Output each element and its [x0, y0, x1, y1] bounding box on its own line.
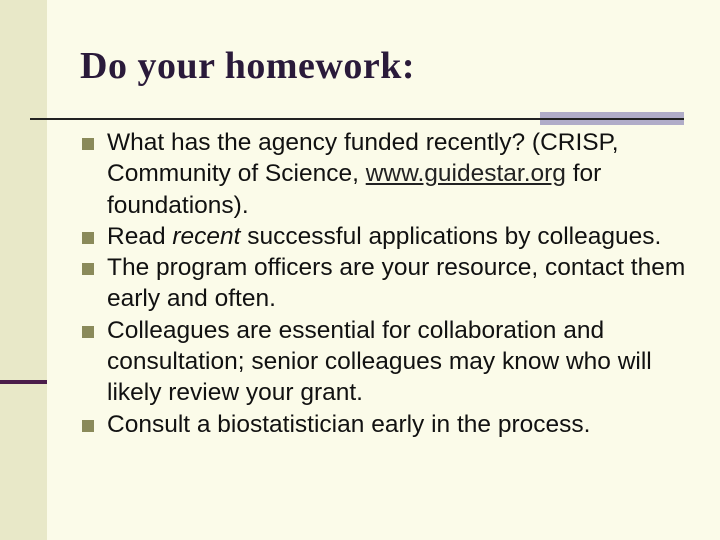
left-decorative-band [0, 0, 47, 540]
square-bullet-icon [82, 263, 94, 275]
bullet-text: Consult a biostatistician early in the process. [107, 410, 591, 438]
left-accent-bar [0, 380, 47, 384]
bullet-text: Read [107, 222, 173, 250]
title-rule-accent-lower [540, 120, 684, 125]
title-rule [30, 118, 684, 120]
bullet-item [82, 252, 707, 315]
bullet-text: The program officers are your resource, contact them early and often. [107, 254, 686, 313]
bullet-item [82, 409, 707, 440]
bullet-text: What has the agency funded recently? (CRISP, Community of Science, [107, 129, 619, 188]
square-bullet-icon [82, 326, 94, 338]
bullet-text: successful applications by colleagues. [240, 222, 662, 250]
bullet-item [82, 221, 707, 252]
emphasis-text: recent [172, 222, 241, 250]
square-bullet-icon [82, 420, 94, 432]
bullet-list [82, 127, 707, 440]
square-bullet-icon [82, 232, 94, 244]
bullet-text: Colleagues are essential for collaboration and consultation; senior colleagues may know who will likely review your grant. [107, 316, 652, 407]
bullet-item [82, 127, 707, 221]
bullet-item [82, 315, 707, 409]
bullet-text: for foundations). [107, 160, 602, 219]
square-bullet-icon [82, 138, 94, 150]
slide-title: Do your homework: [80, 45, 416, 87]
guidestar-link[interactable]: www.guidestar.org [365, 160, 566, 188]
